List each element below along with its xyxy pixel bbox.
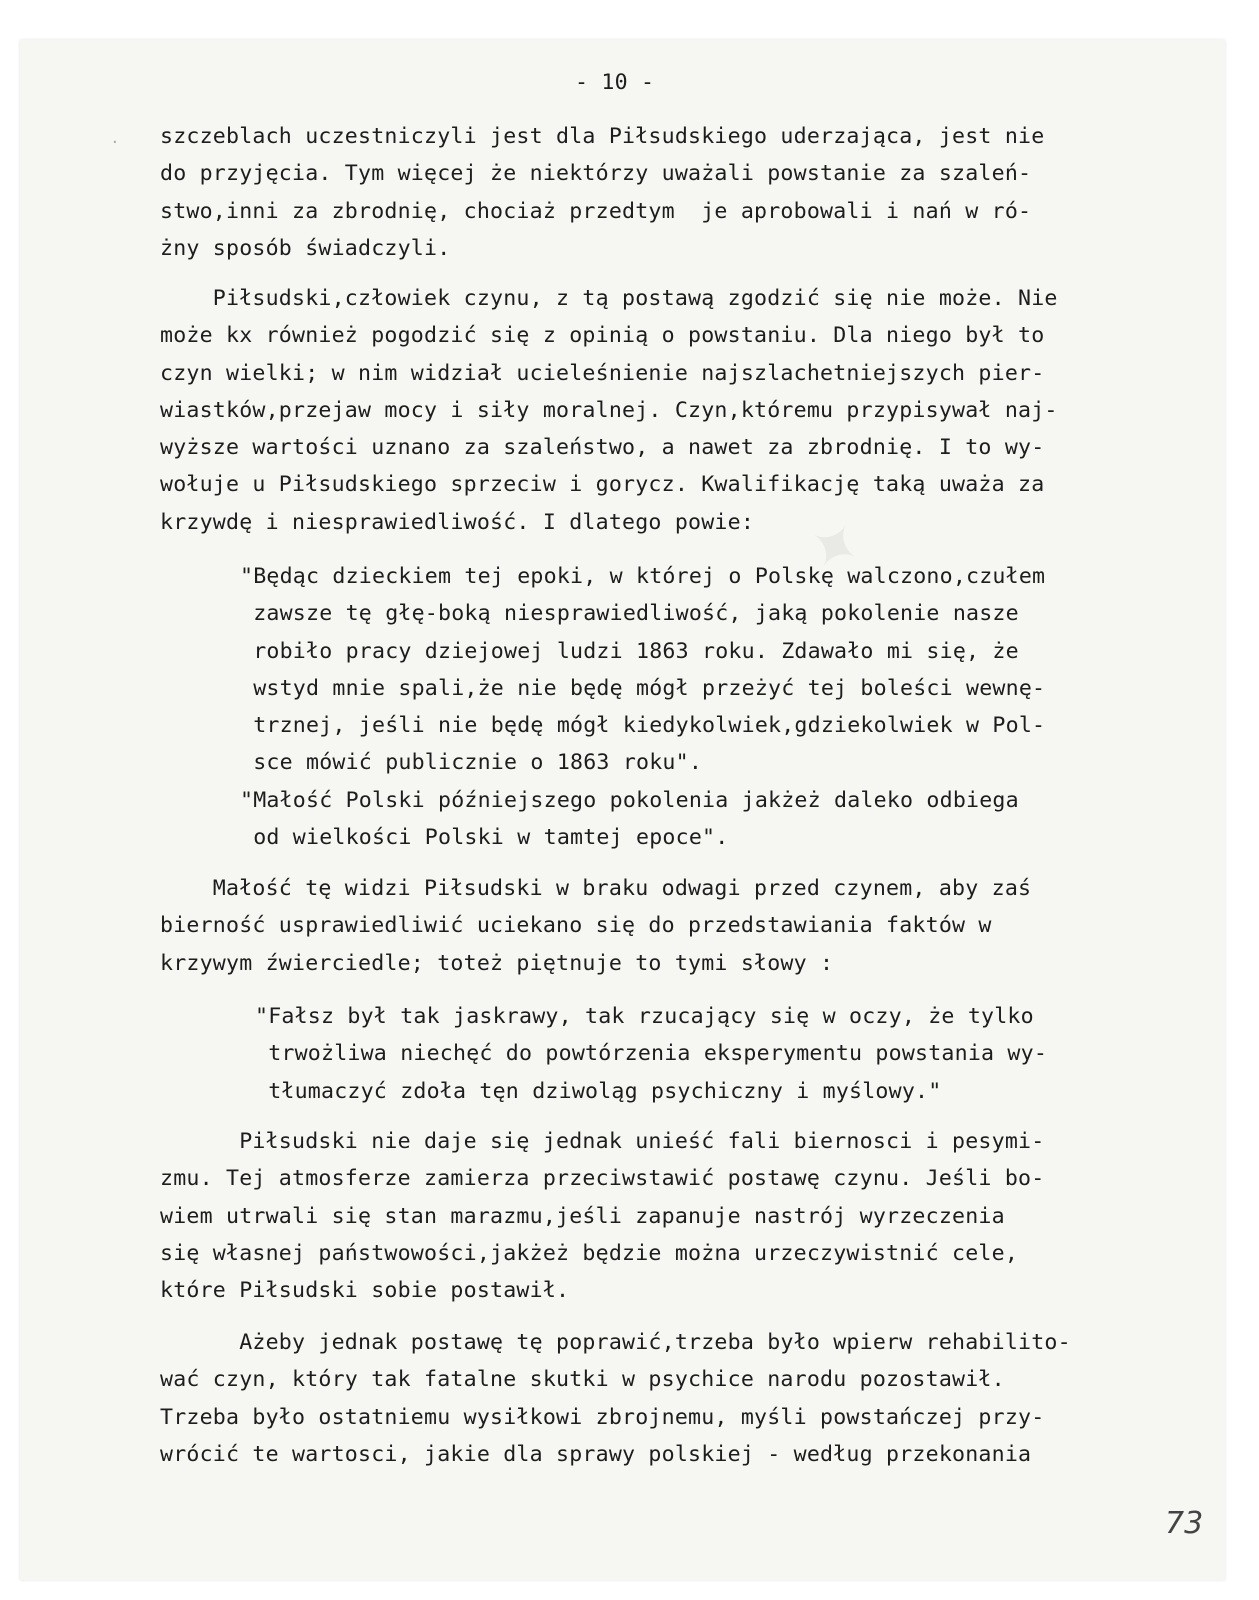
page-number: - 10 - bbox=[575, 70, 655, 95]
paragraph-4: Piłsudski nie daje się jednak unieść fali biernosci i pesymi- zmu. Tej atmosferze zamierza przeciwstawić postawę czynu. Jeśli bo- wiem utrwali się stan marazmu,jeśli zapanuje nastrój wyrzeczenia się własnej państwowości,jakżeż będzie można urzeczywistnić cele, które Piłsudski sobie postawił. bbox=[160, 1129, 1045, 1304]
paragraph-1: szczeblach uczestniczyli jest dla Piłsudskiego uderzająca, jest nie do przyjęcia. Tym więcej że niektórzy uważali powstanie za szaleń- stwo,inni za zbrodnię, chociaż przedtym je aprobowali i nań w ró- żny sposób świadczyli. bbox=[160, 124, 1045, 261]
quotation-2: "Fałsz był tak jaskrawy, tak rzucający się w oczy, że tylko trwożliwa niechęć do powtórzenia eksperymentu powstania wy- tłumaczyć zdoła tęn dziwoląg psychiczny i myślowy." bbox=[255, 1004, 1048, 1104]
paragraph-2: Piłsudski,człowiek czynu, z tą postawą zgodzić się nie może. Nie może kx również pogodzić się z opinią o powstaniu. Dla niego był to czyn wielki; w nim widział ucieleśnienie najszlachetniejszych pier- wiastków,przejaw mocy i siły moralnej. Czyn,któremu przypisywał naj- wyższe wartości uznano za szaleństwo, a nawet za zbrodnię. I to wy- wołuje u Piłsudskiego sprzeciw i gorycz. Kwalifikację taką uważa za krzywdę i niesprawiedliwość. I dlatego powie: bbox=[160, 286, 1058, 535]
archive-page-number: 73 bbox=[1165, 1506, 1204, 1541]
margin-mark: · bbox=[112, 132, 118, 153]
paragraph-5: Ażeby jednak postawę tę poprawić,trzeba było wpierw rehabilito- wać czyn, który tak fatalne skutki w psychice narodu pozostawił. Trzeba było ostatniemu wysiłkowi zbrojnemu, myśli powstańczej przy- wrócić te wartosci, jakie dla sprawy polskiej - według przekonania bbox=[160, 1330, 1071, 1467]
paragraph-3: Małość tę widzi Piłsudski w braku odwagi przed czynem, aby zaś bierność usprawiedliwić uciekano się do przedstawiania faktów w krzywym źwierciedle; toteż piętnuje to tymi słowy : bbox=[160, 876, 1032, 976]
quotation-1: "Będąc dzieckiem tej epoki, w której o Polskę walczono,czułem zawsze tę głę-boką niesprawiedliwość, jaką pokolenie nasze robiło pracy dziejowej ludzi 1863 roku. Zdawało mi się, że wstyd mnie spali,że nie będę mógł przeżyć tej boleści wewnę- trznej, jeśli nie będę mógł kiedykolwiek,gdziekolwiek w Pol- sce mówić publicznie o 1863 roku". "Małość Polski późniejszego pokolenia jakżeż daleko odbiega od wielkości Polski w tamtej epoce". bbox=[240, 564, 1046, 851]
